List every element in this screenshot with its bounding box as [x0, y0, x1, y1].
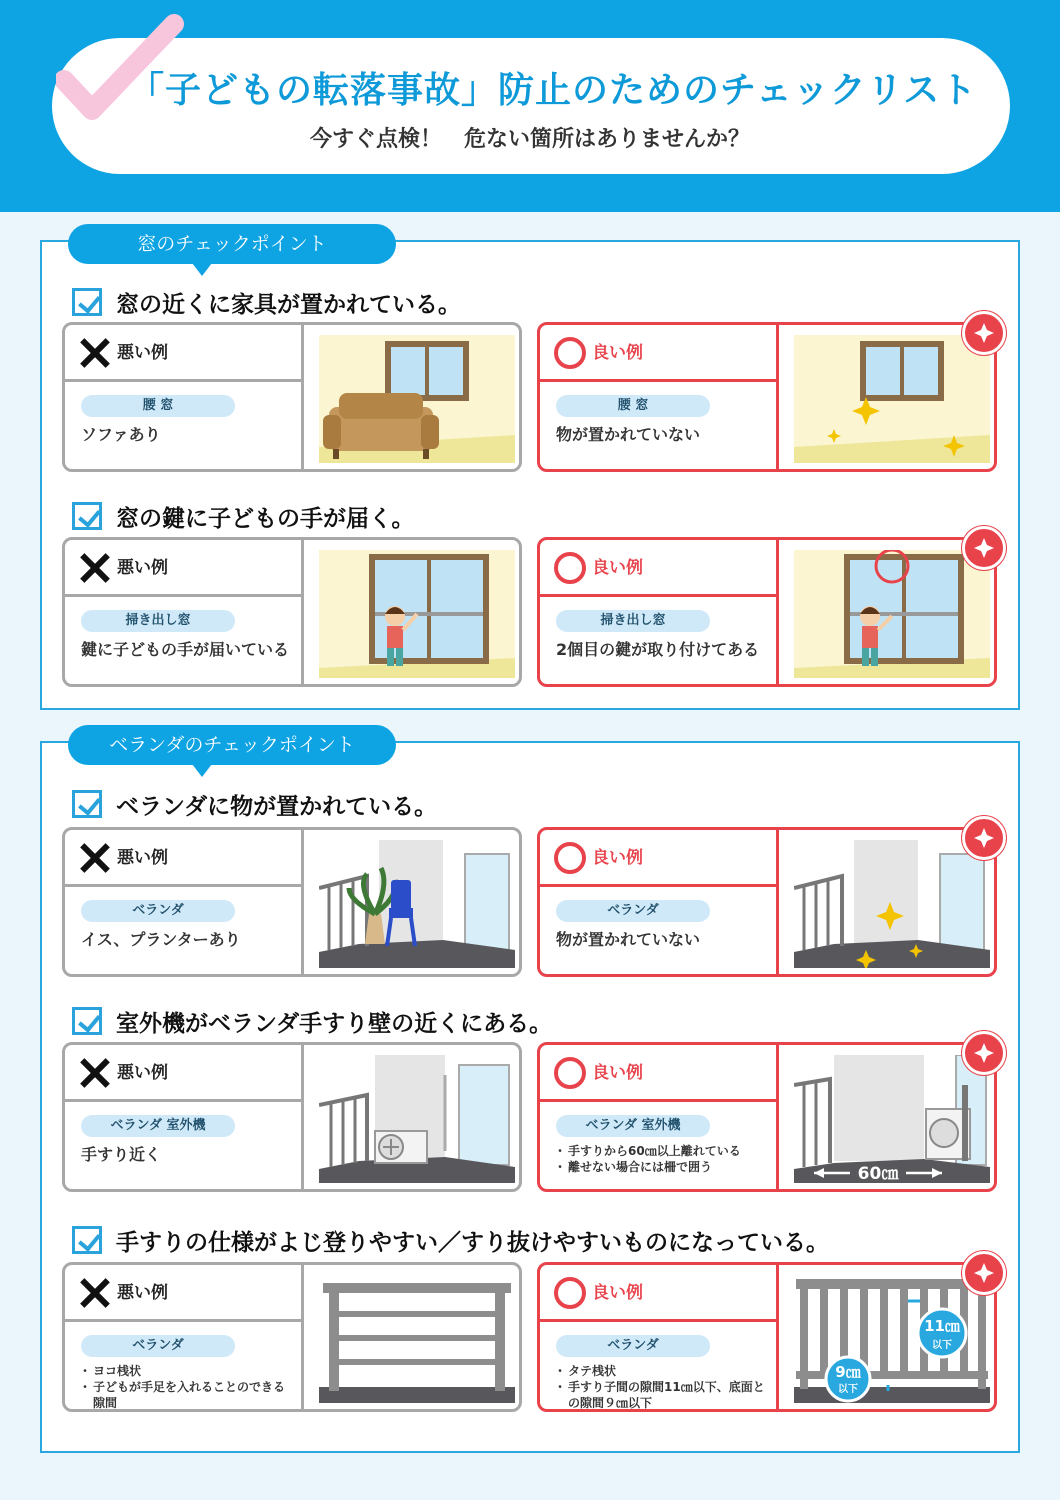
cross-icon	[79, 842, 111, 874]
example-description: 手すり近く	[81, 1145, 162, 1164]
bad-label: 悪い例	[79, 552, 168, 584]
bad-example-card	[62, 537, 522, 687]
bad-label: 悪い例	[79, 337, 168, 369]
header-banner	[0, 0, 1060, 212]
sparkle-clean-icon	[962, 1251, 1006, 1295]
balcony-ac-near-illustration	[319, 1055, 515, 1183]
location-tag: 掃き出し窓	[81, 610, 235, 632]
circle-icon	[554, 337, 586, 369]
child-window-second-lock-illustration	[794, 550, 990, 678]
checkbox-icon	[72, 288, 102, 316]
location-tag: 腰 窓	[81, 395, 235, 417]
location-tag: 腰 窓	[556, 395, 710, 417]
good-label: 良い例	[554, 842, 643, 874]
gap-top-below: 以下	[932, 1340, 952, 1351]
clear-window-illustration	[794, 335, 990, 463]
item-heading: 窓の近くに家具が置かれている。	[74, 286, 461, 319]
checkbox-icon	[72, 1007, 102, 1035]
location-tag: ベランダ	[556, 900, 710, 922]
bullet-item: ・ タテ桟状	[556, 1363, 768, 1379]
cross-icon	[79, 1057, 111, 1089]
location-tag: ベランダ 室外機	[81, 1115, 235, 1137]
section-tab-window: 窓のチェックポイント	[68, 224, 396, 264]
circle-icon	[554, 552, 586, 584]
example-description: 物が置かれていない	[556, 425, 701, 444]
page-subtitle: 今すぐ点検！ 危ない箇所はありませんか？	[309, 127, 750, 152]
checkbox-icon	[72, 790, 102, 818]
item-heading: 窓の鍵に子どもの手が届く。	[74, 500, 415, 533]
bad-label: 悪い例	[79, 842, 168, 874]
location-tag: 掃き出し窓	[556, 610, 710, 632]
good-example-card	[537, 827, 997, 977]
good-example-card	[537, 1042, 997, 1192]
good-label: 良い例	[554, 552, 643, 584]
balcony-chair-planter-illustration	[319, 840, 515, 968]
bad-label: 悪い例	[79, 1277, 168, 1309]
sofa-window-illustration	[319, 335, 515, 463]
bad-label: 悪い例	[79, 1057, 168, 1089]
balcony-clear-illustration	[794, 840, 990, 968]
sparkle-clean-icon	[962, 526, 1006, 570]
good-label: 良い例	[554, 1057, 643, 1089]
item-heading: 室外機がベランダ手すり壁の近くにある。	[74, 1005, 552, 1038]
good-example-card	[537, 537, 997, 687]
circle-icon	[554, 1277, 586, 1309]
example-description	[556, 1363, 768, 1411]
bad-example-card	[62, 1262, 522, 1412]
sparkle-clean-icon	[962, 311, 1006, 355]
child-window-lock-illustration	[319, 550, 515, 678]
balcony-ac-far-illustration	[794, 1055, 990, 1183]
good-label: 良い例	[554, 337, 643, 369]
good-example-card	[537, 1262, 997, 1412]
bullet-item: ・ 手すり子間の隙間11㎝以下、底面との隙間９㎝以下	[556, 1379, 768, 1411]
location-tag: ベランダ 室外機	[556, 1115, 710, 1137]
bad-example-card	[62, 1042, 522, 1192]
page-title: 「子どもの転落事故」防止のためのチェックリスト	[128, 70, 978, 111]
checkbox-icon	[72, 502, 102, 530]
cross-icon	[79, 552, 111, 584]
example-description: イス、プランターあり	[81, 930, 241, 949]
example-description: ソファあり	[81, 425, 161, 444]
sparkle-clean-icon	[962, 1031, 1006, 1075]
railing-horizontal-illustration	[319, 1275, 515, 1403]
good-example-card	[537, 322, 997, 472]
example-description: 鍵に子どもの手が届いている	[81, 640, 290, 659]
bullet-item: ・ 手すりから60㎝以上離れている	[556, 1143, 768, 1159]
good-label: 良い例	[554, 1277, 643, 1309]
example-description	[81, 1363, 293, 1411]
bullet-item: ・ 子どもが手足を入れることのできる隙間	[81, 1379, 293, 1411]
section-tab-balcony: ベランダのチェックポイント	[68, 725, 396, 765]
example-description	[556, 1143, 768, 1175]
gap-top-label: 11㎝	[924, 1317, 960, 1335]
location-tag: ベランダ	[81, 1335, 235, 1357]
distance-label: 60㎝	[857, 1164, 899, 1183]
bullet-item: ・ 離せない場合には柵で囲う	[556, 1159, 768, 1175]
example-description: 2個目の鍵が取り付けてある	[556, 640, 760, 659]
railing-vertical-illustration	[794, 1275, 990, 1403]
gap-bottom-below: 以下	[838, 1384, 858, 1395]
location-tag: ベランダ	[81, 900, 235, 922]
checkbox-icon	[72, 1226, 102, 1254]
sparkle-clean-icon	[962, 816, 1006, 860]
item-heading: ベランダに物が置かれている。	[74, 788, 437, 821]
example-description: 物が置かれていない	[556, 930, 701, 949]
circle-icon	[554, 842, 586, 874]
item-heading: 手すりの仕様がよじ登りやすい／すり抜けやすいものになっている。	[74, 1224, 829, 1257]
circle-icon	[554, 1057, 586, 1089]
bullet-item: ・ ヨコ桟状	[81, 1363, 293, 1379]
location-tag: ベランダ	[556, 1335, 710, 1357]
bad-example-card	[62, 827, 522, 977]
cross-icon	[79, 1277, 111, 1309]
gap-bottom-label: 9㎝	[835, 1363, 861, 1381]
bad-example-card	[62, 322, 522, 472]
cross-icon	[79, 337, 111, 369]
